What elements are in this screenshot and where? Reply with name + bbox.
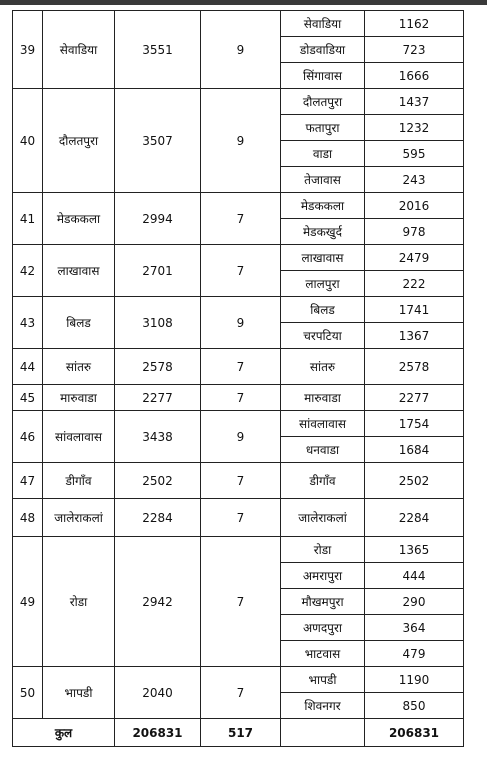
members-cell: 9 [201,411,281,463]
village-name-cell: अमरापुरा [281,563,365,589]
table-row [13,297,464,323]
village-population-cell: 1754 [365,411,464,437]
serial-number-cell: 47 [13,463,43,499]
panchayat-name-cell: बिलड [43,297,115,349]
table-row [13,193,464,219]
serial-number-cell: 45 [13,385,43,411]
village-population-cell: 2284 [365,499,464,537]
village-name-cell: रोडा [281,537,365,563]
population-cell: 3438 [115,411,201,463]
village-population-cell: 723 [365,37,464,63]
village-population-cell: 1162 [365,11,464,37]
village-population-table [12,10,464,747]
village-population-cell: 1437 [365,89,464,115]
village-population-cell: 2502 [365,463,464,499]
village-population-cell: 1741 [365,297,464,323]
village-name-cell: तेजावास [281,167,365,193]
serial-number-cell: 40 [13,89,43,193]
population-cell: 2942 [115,537,201,667]
serial-number-cell: 49 [13,537,43,667]
table-row [13,11,464,37]
village-name-cell: चरपटिया [281,323,365,349]
population-cell: 3507 [115,89,201,193]
village-name-cell: सिंगावास [281,63,365,89]
village-population-cell: 2016 [365,193,464,219]
panchayat-name-cell: सांतरु [43,349,115,385]
total-blank-cell [281,719,365,747]
serial-number-cell: 41 [13,193,43,245]
members-cell: 7 [201,499,281,537]
village-name-cell: जालेराकलां [281,499,365,537]
population-cell: 3108 [115,297,201,349]
village-population-cell: 1365 [365,537,464,563]
village-name-cell: भापडी [281,667,365,693]
panchayat-name-cell: मेडककला [43,193,115,245]
village-name-cell: लाखावास [281,245,365,271]
village-name-cell: धनवाडा [281,437,365,463]
village-population-cell: 2578 [365,349,464,385]
top-edge-bar [0,0,487,5]
table-row [13,411,464,437]
village-population-cell: 1190 [365,667,464,693]
serial-number-cell: 48 [13,499,43,537]
panchayat-name-cell: सेवाडिया [43,11,115,89]
total-population-cell: 206831 [115,719,201,747]
village-population-cell: 290 [365,589,464,615]
village-population-cell: 1367 [365,323,464,349]
members-cell: 7 [201,349,281,385]
village-name-cell: लालपुरा [281,271,365,297]
village-name-cell: दौलतपुरा [281,89,365,115]
village-population-cell: 1666 [365,63,464,89]
panchayat-name-cell: रोडा [43,537,115,667]
village-population-cell: 850 [365,693,464,719]
total-members-cell: 517 [201,719,281,747]
population-cell: 2701 [115,245,201,297]
panchayat-name-cell: लाखावास [43,245,115,297]
village-population-cell: 1684 [365,437,464,463]
total-row [13,719,464,747]
panchayat-name-cell: मारुवाडा [43,385,115,411]
members-cell: 7 [201,537,281,667]
village-population-cell: 444 [365,563,464,589]
village-name-cell: भाटवास [281,641,365,667]
members-cell: 9 [201,89,281,193]
total-sub-population-cell: 206831 [365,719,464,747]
village-name-cell: मेडककला [281,193,365,219]
village-name-cell: मौखमपुरा [281,589,365,615]
members-cell: 7 [201,245,281,297]
village-name-cell: फतापुरा [281,115,365,141]
village-population-cell: 1232 [365,115,464,141]
table-row [13,667,464,693]
village-name-cell: शिवनगर [281,693,365,719]
members-cell: 9 [201,11,281,89]
population-cell: 2277 [115,385,201,411]
table-row [13,499,464,537]
panchayat-name-cell: दौलतपुरा [43,89,115,193]
members-cell: 7 [201,193,281,245]
population-cell: 2994 [115,193,201,245]
village-name-cell: डीगाँव [281,463,365,499]
total-label-cell: कुल [13,719,115,747]
serial-number-cell: 39 [13,11,43,89]
village-name-cell: डोडवाडिया [281,37,365,63]
table-row [13,537,464,563]
village-name-cell: सेवाडिया [281,11,365,37]
village-population-cell: 479 [365,641,464,667]
serial-number-cell: 44 [13,349,43,385]
village-name-cell: अणदपुरा [281,615,365,641]
village-population-cell: 2479 [365,245,464,271]
village-population-cell: 978 [365,219,464,245]
members-cell: 9 [201,297,281,349]
village-name-cell: सांवलावास [281,411,365,437]
serial-number-cell: 43 [13,297,43,349]
table-row [13,463,464,499]
village-name-cell: मारुवाडा [281,385,365,411]
village-population-cell: 2277 [365,385,464,411]
village-population-cell: 595 [365,141,464,167]
village-name-cell: वाडा [281,141,365,167]
population-cell: 2502 [115,463,201,499]
village-name-cell: मेडकखुर्द [281,219,365,245]
panchayat-name-cell: भापडी [43,667,115,719]
table-row [13,349,464,385]
population-cell: 2578 [115,349,201,385]
table-row [13,89,464,115]
village-population-cell: 364 [365,615,464,641]
members-cell: 7 [201,463,281,499]
village-population-cell: 243 [365,167,464,193]
serial-number-cell: 42 [13,245,43,297]
panchayat-name-cell: डीगाँव [43,463,115,499]
panchayat-name-cell: जालेराकलां [43,499,115,537]
serial-number-cell: 50 [13,667,43,719]
members-cell: 7 [201,385,281,411]
table-row [13,385,464,411]
population-cell: 3551 [115,11,201,89]
table-body [13,11,464,747]
serial-number-cell: 46 [13,411,43,463]
population-cell: 2040 [115,667,201,719]
village-population-cell: 222 [365,271,464,297]
village-name-cell: बिलड [281,297,365,323]
panchayat-name-cell: सांवलावास [43,411,115,463]
members-cell: 7 [201,667,281,719]
population-cell: 2284 [115,499,201,537]
table-row [13,245,464,271]
village-name-cell: सांतरु [281,349,365,385]
